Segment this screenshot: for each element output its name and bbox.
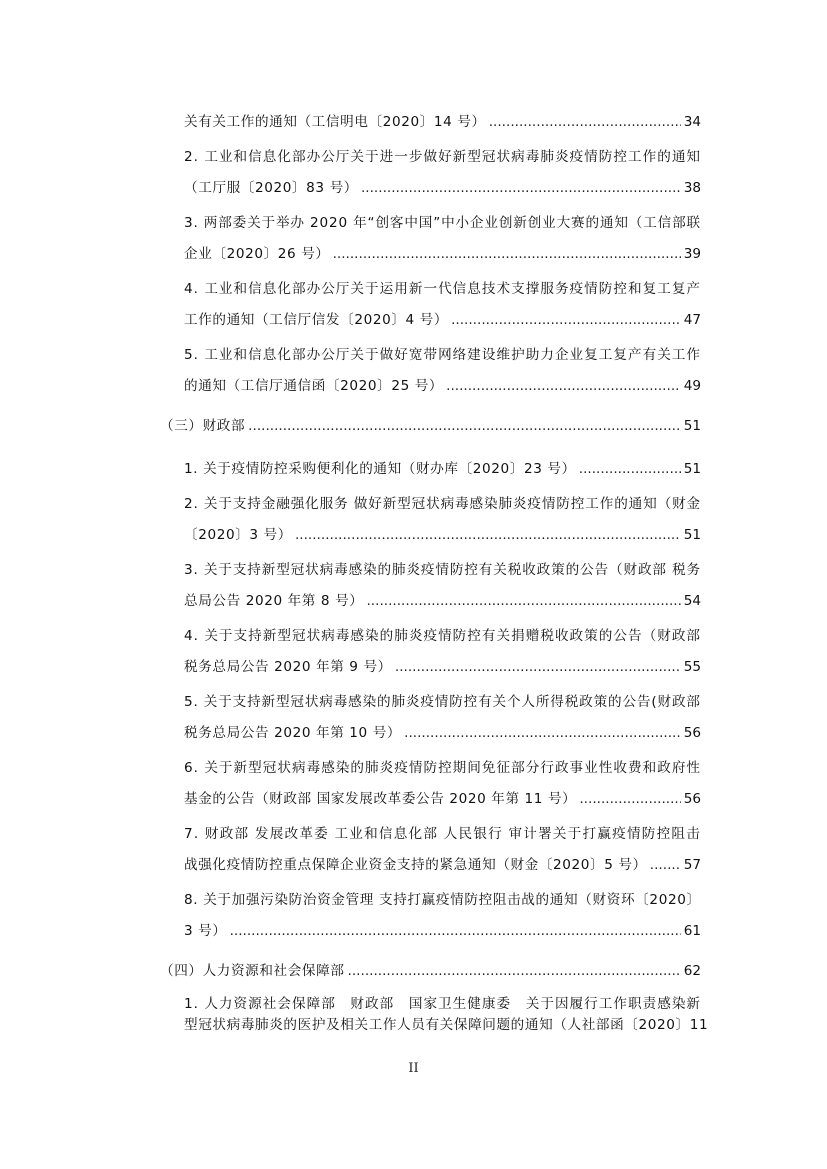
- toc-entry[interactable]: [0, 175, 827, 201]
- toc-page-number: 51: [683, 418, 701, 434]
- dot-leader: [446, 373, 681, 399]
- toc-entry-line: [0, 755, 827, 781]
- toc-entry-line: [0, 144, 827, 170]
- toc-entry-title: 战强化疫情防控重点保障企业资金支持的紧急通知（财金〔2020〕5 号）: [184, 857, 647, 873]
- toc-entry[interactable]: [0, 852, 827, 878]
- toc-entry[interactable]: [0, 786, 827, 812]
- toc-entry-title: 的通知（工信厅通信函〔2020〕25 号）: [184, 378, 444, 394]
- page-number: II: [408, 1061, 419, 1076]
- toc-entry-line: [0, 887, 827, 913]
- toc-entry[interactable]: [0, 307, 827, 333]
- toc-entry-text: 6 . 关 于 新 型 冠 状 病 毒 感 染 的 肺 炎 疫 情 防 控 期 间 免 征 部 分 行 政 事 业 性 收 费 和 政 府 性: [184, 760, 701, 776]
- toc-entry-title: 企业〔2020〕26 号）: [184, 246, 330, 262]
- toc-entry-text: 2 . 关 于 支 持 金 融 强 化 服 务 做 好 新 型 冠 状 病 毒 感 染 肺 炎 疫 情 防 控 工 作 的 通 知 （ 财 金: [184, 496, 701, 512]
- toc-entry-title: 税务总局公告 2020 年第 9 号）: [184, 659, 392, 675]
- toc-entry-text: 1 . 人 力 资 源 社 会 保 障 部 财 政 部 国 家 卫 生 健 康 委 关 于 因 履 行 工 作 职 责 感 染 新: [184, 996, 701, 1012]
- toc-entry-title: （三）财政部: [160, 418, 246, 434]
- toc-entry-title: （工厅服〔2020〕83 号）: [184, 180, 358, 196]
- toc-entry-line: [0, 623, 827, 649]
- toc-entry[interactable]: [0, 413, 827, 439]
- toc-entry-text: 3 . 两 部 委 关 于 举 办 2 0 2 0 年 “ 创 客 中 国 ” 中 小 企 业 创 新 创 业 大 赛 的 通 知 （ 工 信 部 联: [184, 215, 701, 231]
- dot-leader: [366, 588, 680, 614]
- dot-leader: [404, 720, 681, 746]
- dot-leader: [361, 175, 681, 201]
- toc-page-number: 51: [683, 461, 701, 477]
- toc-entry[interactable]: [0, 958, 827, 984]
- toc-entry-title: 总局公告 2020 年第 8 号）: [184, 593, 364, 609]
- dot-leader: [248, 413, 681, 439]
- toc-entry[interactable]: [0, 522, 827, 548]
- toc-entry[interactable]: [0, 654, 827, 680]
- toc-entry-line: [0, 210, 827, 236]
- toc-entry-title: 税务总局公告 2020 年第 10 号）: [184, 725, 402, 741]
- toc-entry-title: 1. 关于疫情防控采购便利化的通知（财办库〔2020〕23 号）: [184, 461, 576, 477]
- toc-entry-title: （四）人力资源和社会保障部: [160, 963, 345, 979]
- toc-page-number: 34: [683, 114, 701, 130]
- toc-entry-text: 4 . 关 于 支 持 新 型 冠 状 病 毒 感 染 的 肺 炎 疫 情 防 控 有 关 捐 赠 税 收 政 策 的 公 告 （ 财 政 部: [184, 628, 701, 644]
- toc-entry[interactable]: [0, 241, 827, 267]
- toc-page-number: 55: [683, 659, 701, 675]
- toc-page-number: 47: [683, 312, 701, 328]
- toc-entry-line: [0, 342, 827, 368]
- toc-entry-text: 4 . 工 业 和 信 息 化 部 办 公 厅 关 于 运 用 新 一 代 信 息 技 术 支 撑 服 务 疫 情 防 控 和 复 工 复 产: [184, 281, 701, 297]
- toc-entry-title: 基金的公告（财政部 国家发展改革委公告 2020 年第 11 号）: [184, 791, 577, 807]
- toc-entry-text: 7 . 财 政 部 发 展 改 革 委 工 业 和 信 息 化 部 人 民 银 行 审 计 署 关 于 打 赢 疫 情 防 控 阻 击: [184, 826, 701, 842]
- toc-entry[interactable]: [0, 456, 827, 482]
- toc-page-number: 62: [683, 963, 701, 979]
- toc-entry-title: 〔2020〕3 号）: [184, 527, 292, 543]
- toc-entry-text: 5 . 关 于 支 持 新 型 冠 状 病 毒 感 染 的 肺 炎 疫 情 防 控 有 关 个 人 所 得 税 政 策 的 公 告 ( 财 政 部: [184, 694, 701, 710]
- dot-leader: [230, 918, 681, 944]
- dot-leader: [348, 958, 681, 984]
- toc-entry[interactable]: [0, 109, 827, 135]
- toc-entry-text: 3 . 关 于 支 持 新 型 冠 状 病 毒 感 染 的 肺 炎 疫 情 防 控 有 关 税 收 政 策 的 公 告 （ 财 政 部 税 务: [184, 562, 701, 578]
- toc-page-number: 49: [683, 378, 701, 394]
- toc-page-number: 39: [683, 246, 701, 262]
- toc-entry-text: 2 . 工 业 和 信 息 化 部 办 公 厅 关 于 进 一 步 做 好 新 型 冠 状 病 毒 肺 炎 疫 情 防 控 工 作 的 通 知: [184, 149, 701, 165]
- toc-page-number: 54: [683, 593, 701, 609]
- toc-entry-line: [0, 821, 827, 847]
- toc-entry-line: [0, 276, 827, 302]
- toc-page-number: 57: [683, 857, 701, 873]
- toc-entry-line: [0, 1012, 827, 1038]
- dot-leader: [333, 241, 681, 267]
- toc-page-number: 56: [683, 725, 701, 741]
- toc-page-number: 56: [683, 791, 701, 807]
- toc-entry-text: 型 冠 状 病 毒 肺 炎 的 医 护 及 相 关 工 作 人 员 有 关 保 障 问 题 的 通 知 （ 人 社 部 函 〔 2 0 2 0 〕 1 1: [184, 1017, 709, 1033]
- dot-leader: [579, 786, 680, 812]
- toc-entry-title: 工作的通知（工信厅信发〔2020〕4 号）: [184, 312, 449, 328]
- dot-leader: [295, 522, 681, 548]
- toc-entry[interactable]: [0, 720, 827, 746]
- toc-entry-title: 3 号）: [184, 923, 227, 939]
- dot-leader: [489, 109, 681, 135]
- dot-leader: [579, 456, 681, 482]
- toc-entry-text: 8 . 关 于 加 强 污 染 防 治 资 金 管 理 支 持 打 赢 疫 情 防 控 阻 击 战 的 通 知 （ 财 资 环 〔 2 0 2 0 〕: [184, 892, 701, 908]
- dot-leader: [395, 654, 681, 680]
- toc-entry-line: [0, 491, 827, 517]
- dot-leader: [650, 852, 681, 878]
- toc-entry-line: [0, 689, 827, 715]
- toc-entry-line: [0, 557, 827, 583]
- toc-entry-text: 5 . 工 业 和 信 息 化 部 办 公 厅 关 于 做 好 宽 带 网 络 建 设 维 护 助 力 企 业 复 工 复 产 有 关 工 作: [184, 347, 701, 363]
- toc-entry[interactable]: [0, 373, 827, 399]
- toc-entry[interactable]: [0, 918, 827, 944]
- dot-leader: [451, 307, 681, 333]
- toc-page-number: 61: [683, 923, 701, 939]
- toc-entry[interactable]: [0, 588, 827, 614]
- toc-page-number: 51: [683, 527, 701, 543]
- toc-page-number: 38: [683, 180, 701, 196]
- toc-entry-title: 关有关工作的通知（工信明电〔2020〕14 号）: [184, 114, 486, 130]
